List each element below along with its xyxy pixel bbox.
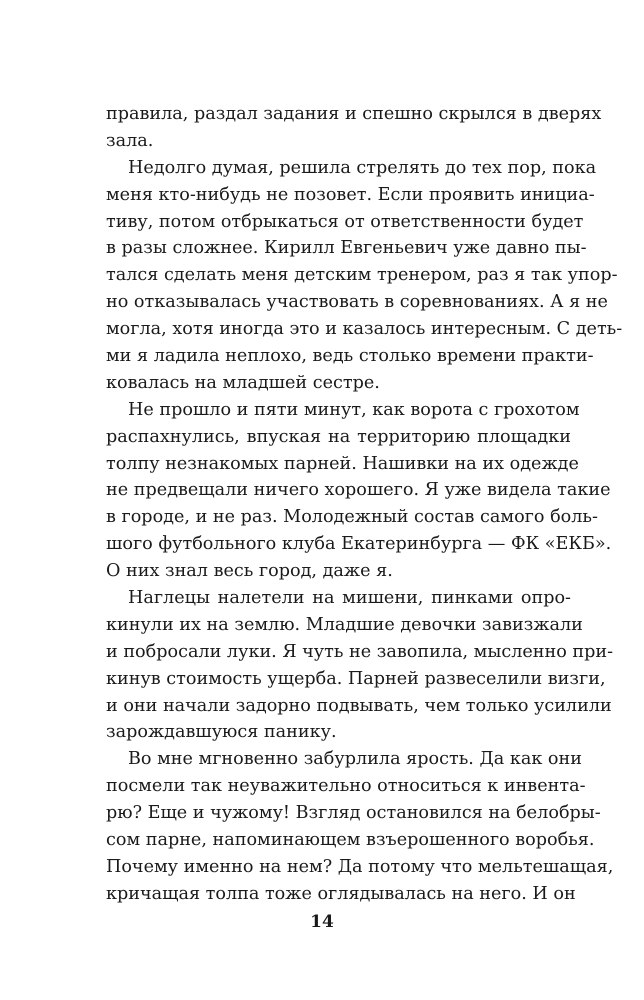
paragraph [106,101,602,155]
text-line: в городе, и не раз. Молодежный состав самого боль- [106,507,598,528]
text-line: Не прошло и пяти минут, как ворота с грохотом [128,399,580,420]
text-line: посмели так неуважительно относиться к инвента- [106,776,586,797]
text-line: правила, раздал задания и спешно скрылся в дверях [106,104,602,124]
text-line: ковалась на младшей сестре. [106,372,380,393]
text-line: тался сделать меня детским тренером, раз я так упор- [106,265,618,286]
text-line: в разы сложнее. Кирилл Евгеньевич уже давно пы- [106,238,587,259]
text-line: кинули их на землю. Младшие девочки завизжали [106,614,583,635]
text-line: и они начали задорно подвывать, чем только усилили [106,695,612,716]
text-line: Почему именно на нем? Да потому что мельтешащая, [106,856,614,877]
text-line: кричащая толпа тоже оглядывалась на него. И он [106,883,576,904]
text-line: рю? Еще и чужому! Взгляд остановился на белобры- [106,803,601,824]
text-line: могла, хотя иногда это и казалось интересным. С деть- [106,319,623,340]
text-line: О них знал весь город, даже я. [106,561,393,582]
text-line: кинув стоимость ущерба. Парней развеселили визги, [106,668,606,689]
paragraph [106,397,612,585]
text-line: толпу незнакомых парней. Нашивки на их одежде [106,453,579,474]
paragraph [106,585,614,746]
text-line: Наглецы налетели на мишени, пинками опро- [128,588,571,609]
page-number: 14 [310,912,334,932]
text-line: но отказывалась участвовать в соревнованиях. А я не [106,292,608,313]
text-line: Недолго думая, решила стрелять до тех пор, пока [128,157,597,178]
text-line: сом парне, напоминающем взъерошенного воробья. [106,830,595,851]
text-line: шого футбольного клуба Екатеринбурга — ФК «ЕКБ». [106,534,612,555]
text-line: зарождавшуюся панику. [106,722,337,743]
text-line: меня кто-нибудь не позовет. Если проявить инициа- [106,184,595,205]
text-line: Во мне мгновенно забурлила ярость. Да как они [128,749,582,770]
paragraph [106,155,623,397]
text-line: и побросали луки. Я чуть не завопила, мысленно при- [106,641,614,662]
text-line: не предвещали ничего хорошего. Я уже видела такие [106,480,611,501]
text-line: тиву, потом отбрыкаться от ответственности будет [106,211,584,232]
paragraph [106,746,614,907]
text-line: зала. [106,130,154,151]
body-text [106,101,623,908]
text-line: распахнулись, впуская на территорию площадки [106,426,571,447]
text-line: ми я ладила неплохо, ведь столько времени практи- [106,346,594,367]
